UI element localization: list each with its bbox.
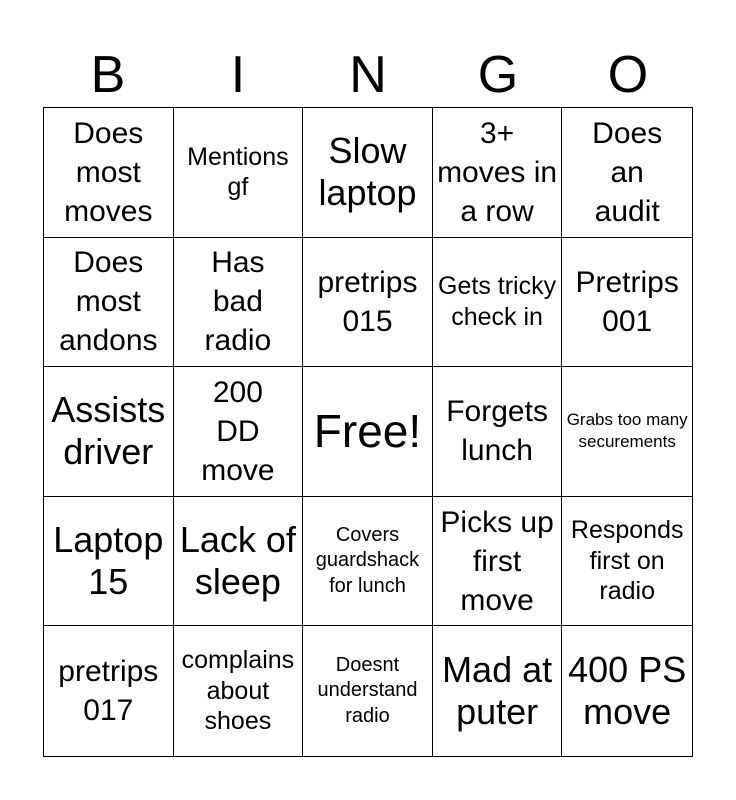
cell-text: Does most moves — [64, 116, 153, 228]
bingo-header — [43, 44, 693, 106]
bingo-cell[interactable] — [174, 108, 304, 238]
bingo-cell[interactable] — [174, 626, 304, 756]
cell-text: Mad at puter — [442, 648, 553, 733]
bingo-cell[interactable] — [562, 367, 692, 497]
header-letter-b: B — [90, 46, 126, 104]
cell-text: Slow laptop — [318, 129, 417, 214]
bingo-cell[interactable] — [562, 497, 692, 627]
bingo-cell[interactable] — [303, 367, 433, 497]
cell-text: Assists driver — [51, 389, 166, 473]
cell-text: Laptop 15 — [53, 518, 164, 603]
cell-text: Free! — [313, 405, 422, 458]
bingo-cell[interactable] — [303, 497, 433, 627]
bingo-cell[interactable] — [174, 367, 304, 497]
bingo-cell[interactable] — [303, 108, 433, 238]
bingo-cell[interactable] — [174, 497, 304, 627]
bingo-cell[interactable] — [433, 626, 563, 756]
cell-text: Picks up first move — [440, 505, 554, 617]
bingo-cell[interactable] — [433, 497, 563, 627]
cell-text: Responds first on radio — [570, 516, 684, 606]
cell-text: Covers guardshack for lunch — [315, 523, 420, 597]
cell-text: pretrips 017 — [58, 655, 159, 728]
bingo-cell[interactable] — [44, 497, 174, 627]
bingo-cell[interactable] — [433, 238, 563, 368]
cell-text: Does most andons — [59, 246, 158, 358]
bingo-cell[interactable] — [44, 238, 174, 368]
cell-text: Mentions gf — [187, 142, 289, 202]
bingo-cell[interactable] — [174, 238, 304, 368]
bingo-cell[interactable] — [303, 238, 433, 368]
cell-text: 400 PS move — [568, 648, 687, 733]
cell-text: Does an audit — [592, 116, 663, 228]
cell-text: Pretrips 001 — [575, 265, 679, 338]
cell-text: Lack of sleep — [179, 518, 296, 603]
bingo-cell[interactable] — [44, 367, 174, 497]
cell-text: 3+ moves in a row — [437, 116, 558, 228]
bingo-board — [43, 107, 693, 757]
cell-text: Doesnt understand radio — [317, 653, 418, 727]
cell-text: complains about shoes — [181, 646, 295, 736]
bingo-cell[interactable] — [303, 626, 433, 756]
bingo-cell[interactable] — [44, 108, 174, 238]
bingo-cell[interactable] — [562, 108, 692, 238]
cell-text: Grabs too many securements — [566, 409, 688, 452]
header-letter-o: O — [607, 46, 649, 104]
cell-text: Has bad radio — [204, 246, 272, 358]
header-letter-g: G — [477, 46, 519, 104]
bingo-cell[interactable] — [433, 108, 563, 238]
cell-text: 200 DD move — [201, 375, 275, 487]
header-letter-n: N — [349, 46, 387, 104]
bingo-cell[interactable] — [44, 626, 174, 756]
bingo-cell[interactable] — [433, 367, 563, 497]
cell-text: pretrips 015 — [317, 265, 418, 338]
cell-text: Forgets lunch — [446, 395, 548, 468]
bingo-cell[interactable] — [562, 626, 692, 756]
cell-text: Gets tricky check in — [438, 272, 557, 331]
bingo-cell[interactable] — [562, 238, 692, 368]
header-letter-i: I — [230, 46, 246, 104]
